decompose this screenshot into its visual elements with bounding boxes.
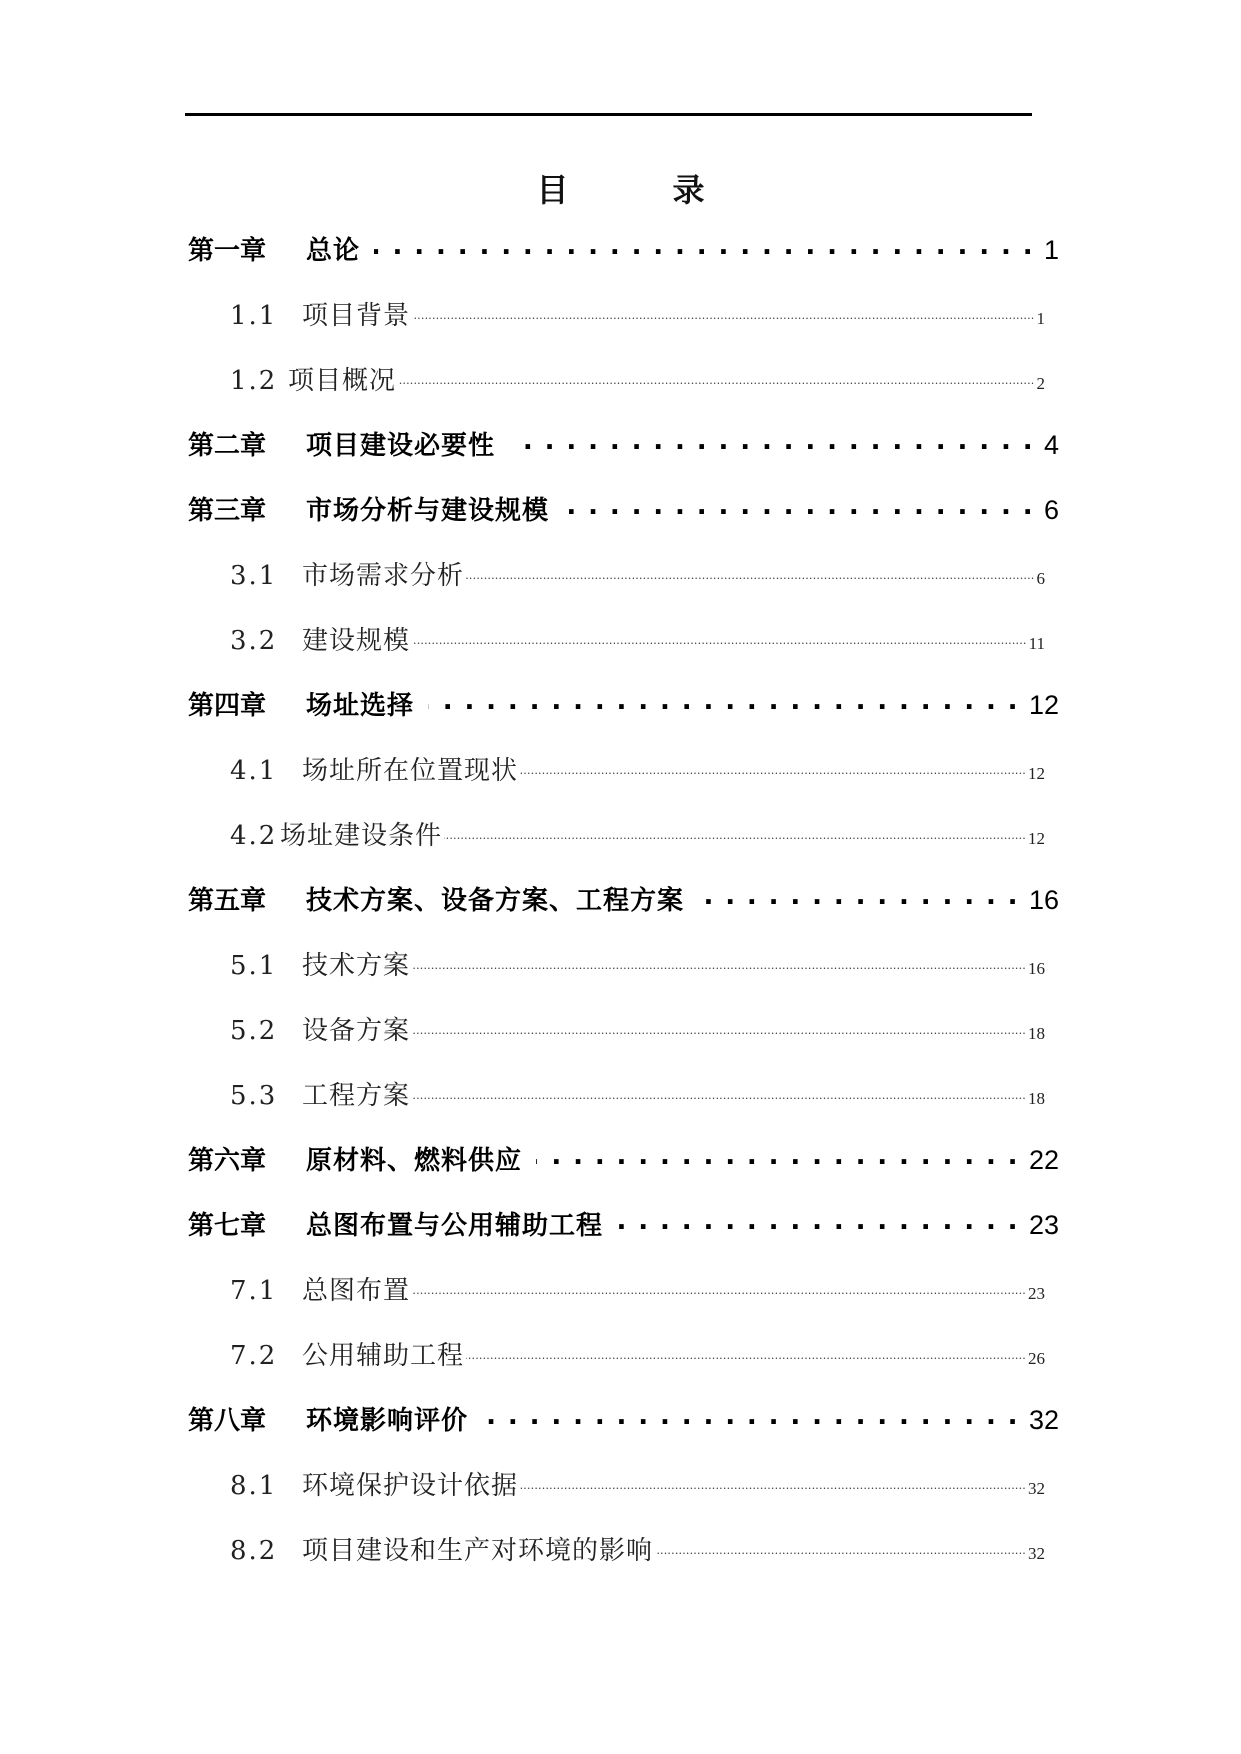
toc-entry-number: 5.1 <box>230 951 278 981</box>
toc-entry-page: 26 <box>1028 1349 1045 1368</box>
dot-leader <box>398 363 1034 389</box>
toc-entry-number: 第六章 <box>188 1146 267 1176</box>
toc-chapter-7[interactable] <box>188 1205 1059 1242</box>
toc-entry-label: 项目概况 <box>288 366 397 396</box>
toc-section-5-1[interactable] <box>230 945 1045 982</box>
toc-entry-page: 11 <box>1028 634 1045 653</box>
toc-entry-page: 18 <box>1028 1024 1045 1043</box>
dot-leader <box>444 818 1026 844</box>
dot-leader <box>520 753 1026 779</box>
toc-entry-number: 1.2 <box>230 366 278 396</box>
toc-chapter-3[interactable] <box>188 490 1059 527</box>
toc-entry-page: 32 <box>1028 1479 1045 1498</box>
toc-entry-page: 1 <box>1036 309 1045 328</box>
toc-entry-label: 场址所在位置现状 <box>302 756 519 786</box>
toc-section-3-2[interactable] <box>230 620 1045 657</box>
toc-entry-label: 项目建设必要性 <box>306 431 496 461</box>
toc-entry-page: 1 <box>1043 235 1059 265</box>
toc-entry-label: 原材料、燃料供应 <box>306 1146 523 1176</box>
dot-leader <box>412 1078 1026 1104</box>
toc-entry-label: 技术方案、设备方案、工程方案 <box>306 886 685 916</box>
page-title: 目 录 <box>536 171 741 209</box>
toc-chapter-2[interactable] <box>188 425 1059 462</box>
toc-section-4-1[interactable] <box>230 750 1045 787</box>
toc-entry-number: 4.1 <box>230 756 278 786</box>
toc-entry-label: 环境保护设计依据 <box>302 1471 519 1501</box>
toc-entry-page: 12 <box>1028 764 1045 783</box>
toc-entry-label: 项目建设和生产对环境的影响 <box>302 1536 654 1566</box>
dot-leader <box>412 298 1034 324</box>
toc-entry-label: 总论 <box>306 236 361 266</box>
dot-leader <box>698 883 1019 909</box>
toc-chapter-5[interactable] <box>188 880 1059 917</box>
toc-chapter-4[interactable] <box>188 685 1059 722</box>
toc-entry-label: 总图布置 <box>302 1276 411 1306</box>
toc-chapter-1[interactable] <box>188 230 1059 267</box>
toc-section-1-2[interactable] <box>230 360 1045 397</box>
toc-entry-number: 8.1 <box>230 1471 278 1501</box>
toc-entry-label: 工程方案 <box>302 1081 411 1111</box>
toc-entry-page: 32 <box>1028 1405 1059 1435</box>
dot-leader <box>509 428 1034 454</box>
toc-entry-page: 23 <box>1028 1284 1045 1303</box>
toc-chapter-8[interactable] <box>188 1400 1059 1437</box>
toc-entry-number: 8.2 <box>230 1536 278 1566</box>
toc-entry-number: 第八章 <box>188 1406 267 1436</box>
toc-entry-label: 场址建设条件 <box>280 821 443 851</box>
dot-leader <box>428 688 1019 714</box>
dot-leader <box>466 1338 1026 1364</box>
dot-leader <box>563 493 1034 519</box>
dot-leader <box>617 1208 1019 1234</box>
dot-leader <box>482 1403 1019 1429</box>
toc-entry-page: 6 <box>1036 569 1045 588</box>
toc-entry-label: 场址选择 <box>306 691 415 721</box>
toc-entry-label: 总图布置与公用辅助工程 <box>306 1211 604 1241</box>
toc-entry-label: 建设规模 <box>302 626 411 656</box>
toc-chapter-6[interactable] <box>188 1140 1059 1177</box>
dot-leader <box>655 1533 1026 1559</box>
toc-entry-number: 第七章 <box>188 1211 267 1241</box>
toc-entry-number: 第四章 <box>188 691 267 721</box>
dot-leader <box>466 558 1034 584</box>
toc-entry-number: 4.2 <box>230 821 278 851</box>
toc-entry-number: 第二章 <box>188 431 267 461</box>
toc-entry-number: 5.3 <box>230 1081 278 1111</box>
toc-entry-label: 市场需求分析 <box>302 561 465 591</box>
toc-entry-label: 项目背景 <box>302 301 411 331</box>
toc-entry-page: 22 <box>1028 1145 1059 1175</box>
toc-section-8-1[interactable] <box>230 1465 1045 1502</box>
toc-section-7-1[interactable] <box>230 1270 1045 1307</box>
toc-section-4-2[interactable] <box>230 815 1045 852</box>
toc-entry-page: 6 <box>1043 495 1059 525</box>
toc-entry-page: 23 <box>1028 1210 1059 1240</box>
toc-entry-label: 设备方案 <box>302 1016 411 1046</box>
toc-entry-page: 12 <box>1028 829 1045 848</box>
dot-leader <box>412 948 1026 974</box>
toc-entry-number: 3.1 <box>230 561 278 591</box>
toc-entry-label: 公用辅助工程 <box>302 1341 465 1371</box>
toc-section-3-1[interactable] <box>230 555 1045 592</box>
toc-entry-number: 第五章 <box>188 886 267 916</box>
toc-section-1-1[interactable] <box>230 295 1045 332</box>
toc-entry-page: 16 <box>1028 959 1045 978</box>
dot-leader <box>536 1143 1019 1169</box>
toc-entry-label: 技术方案 <box>302 951 411 981</box>
toc-entry-label: 环境影响评价 <box>306 1406 469 1436</box>
dot-leader <box>520 1468 1026 1494</box>
toc-section-5-3[interactable] <box>230 1075 1045 1112</box>
toc-section-7-2[interactable] <box>230 1335 1045 1372</box>
toc-entry-number: 第三章 <box>188 496 267 526</box>
dot-leader <box>412 1273 1026 1299</box>
toc-entry-page: 32 <box>1028 1544 1045 1563</box>
toc-entry-number: 5.2 <box>230 1016 278 1046</box>
toc-entry-page: 16 <box>1028 885 1059 915</box>
toc-entry-number: 7.2 <box>230 1341 278 1371</box>
toc-entry-number: 1.1 <box>230 301 278 331</box>
toc-entry-page: 2 <box>1036 374 1045 393</box>
dot-leader <box>374 233 1034 259</box>
toc-entry-number: 第一章 <box>188 236 267 266</box>
toc-entry-page: 12 <box>1028 690 1059 720</box>
dot-leader <box>412 1013 1026 1039</box>
toc-entry-label: 市场分析与建设规模 <box>306 496 550 526</box>
toc-entry-number: 3.2 <box>230 626 278 656</box>
toc-entry-number: 7.1 <box>230 1276 278 1306</box>
toc-entry-page: 4 <box>1043 430 1059 460</box>
toc-section-5-2[interactable] <box>230 1010 1045 1047</box>
toc-section-8-2[interactable] <box>230 1530 1045 1567</box>
toc-entry-page: 18 <box>1028 1089 1045 1108</box>
dot-leader <box>412 623 1027 649</box>
